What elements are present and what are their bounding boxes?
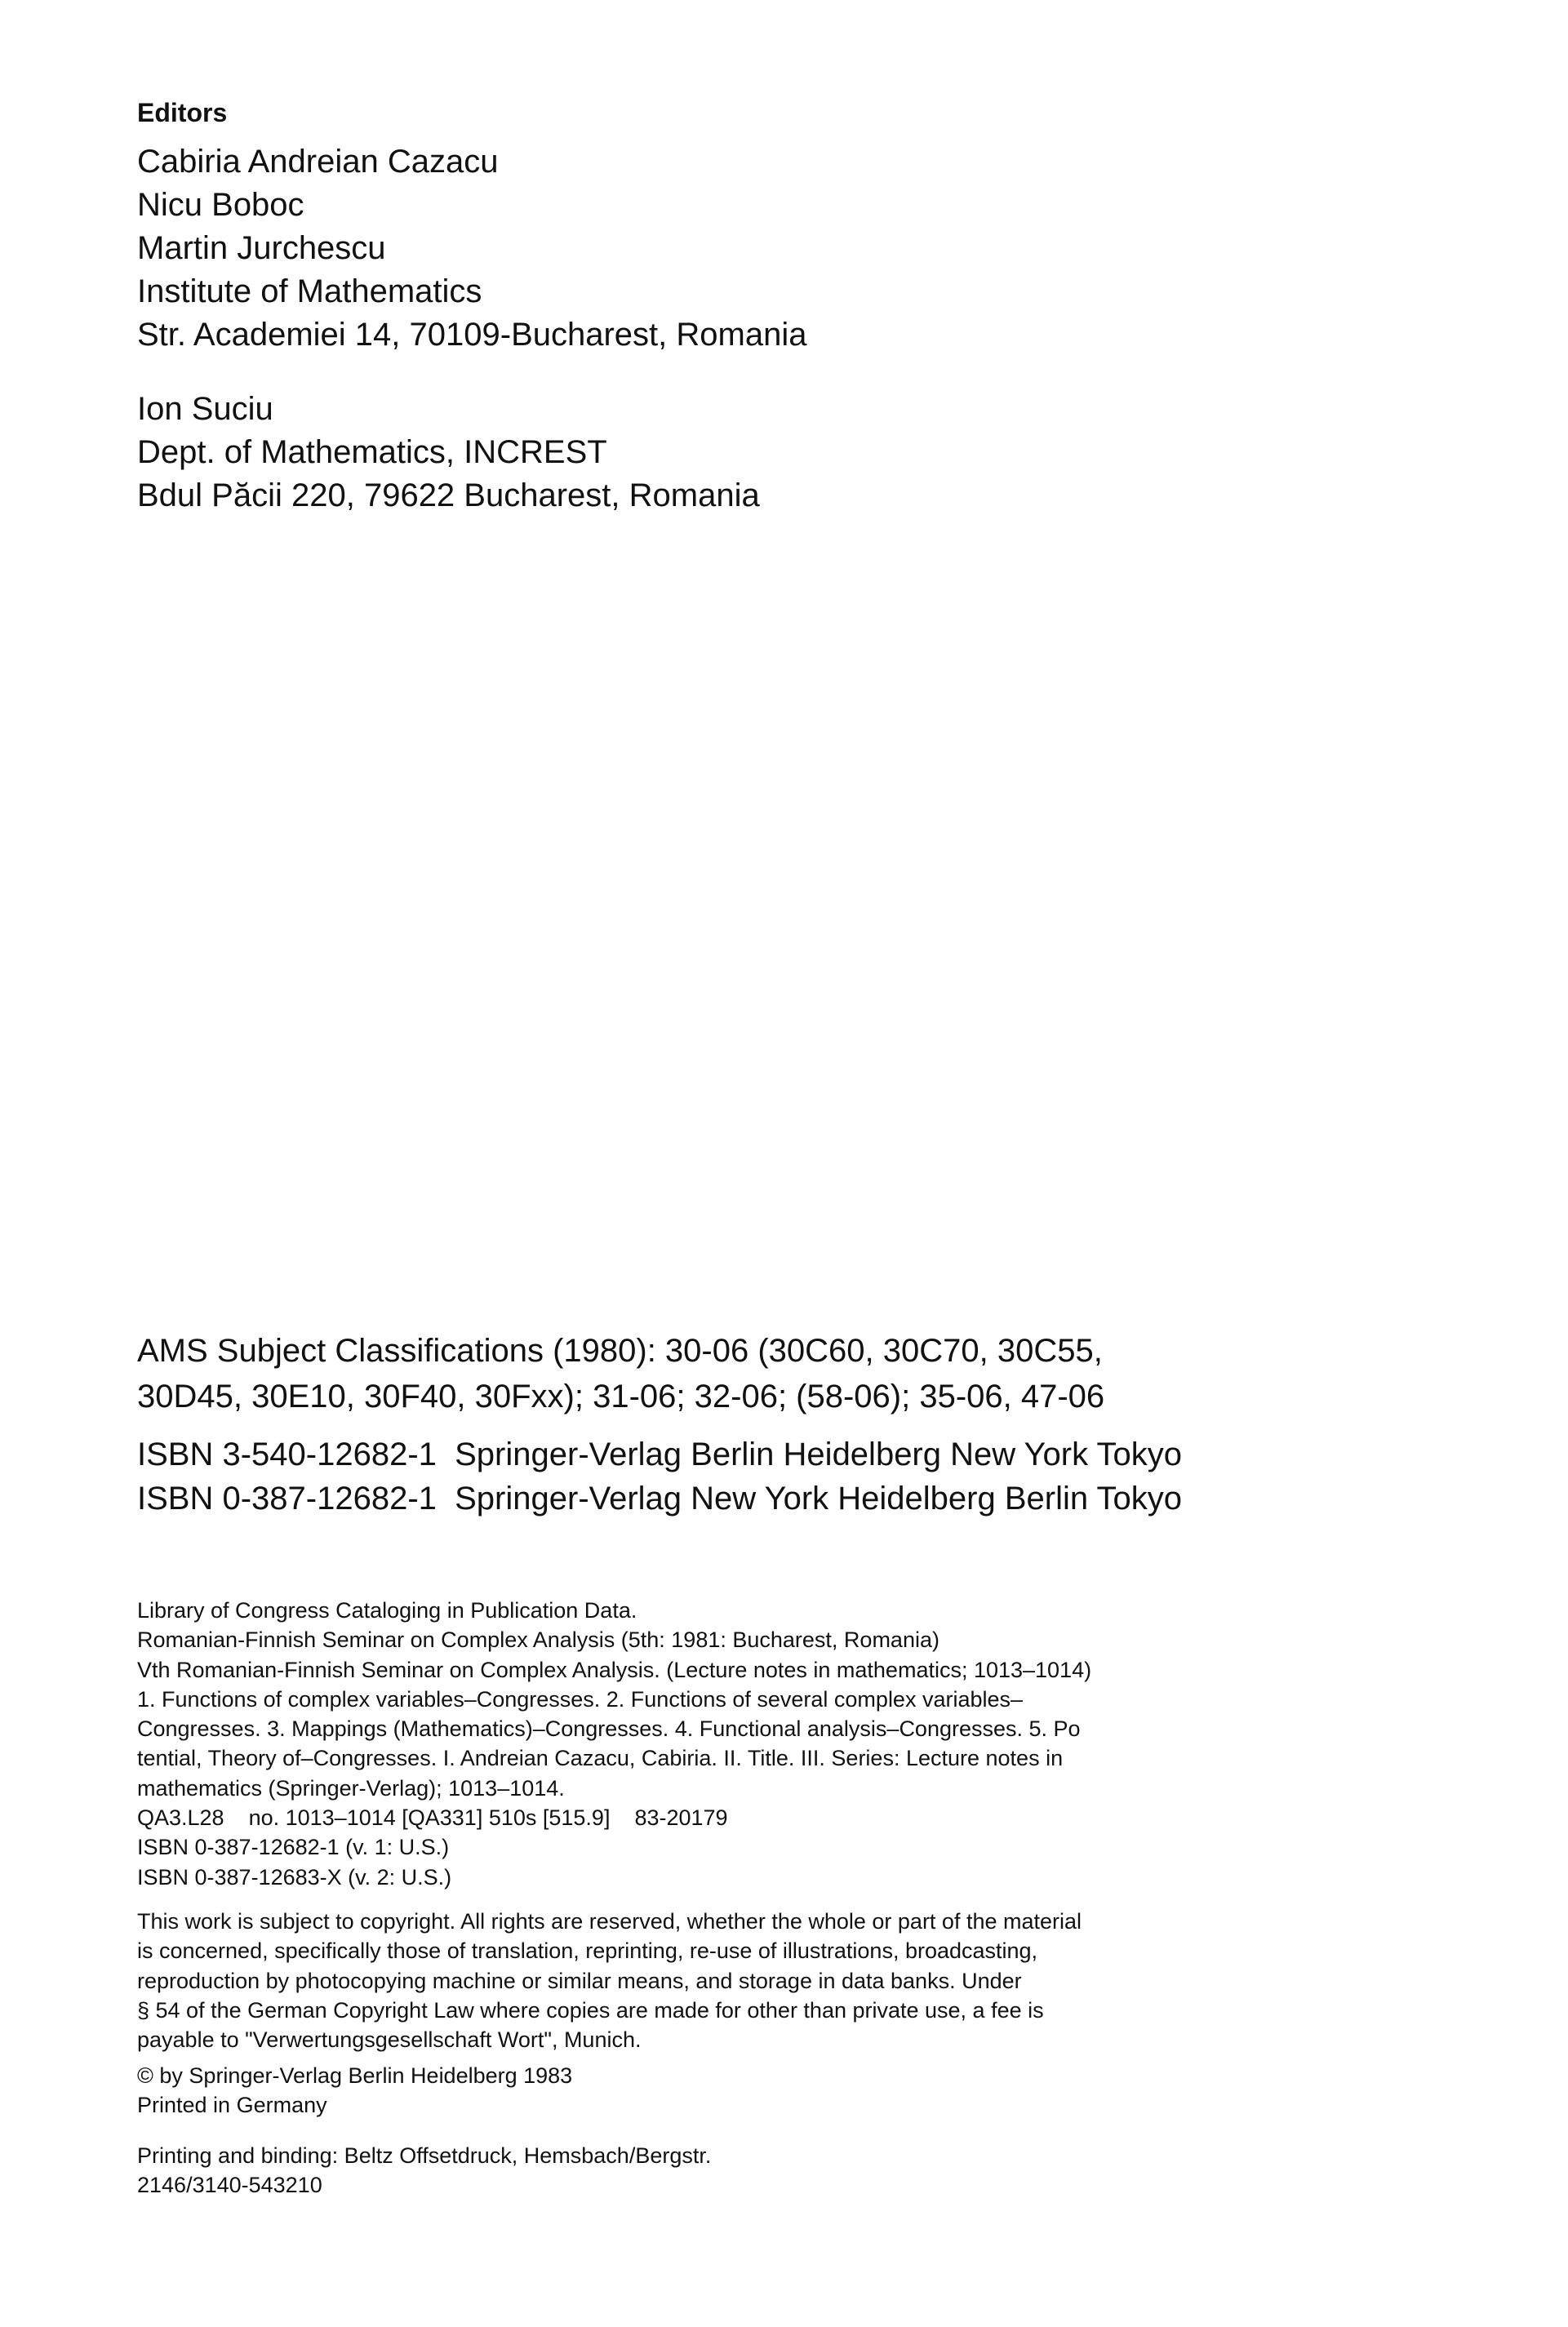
ams-line: 30D45, 30E10, 30F40, 30Fxx); 31-06; 32-06; (58-06); 35-06, 47-06 (137, 1379, 1105, 1414)
suciu-address: Bdul Păcii 220, 79622 Bucharest, Romania (137, 477, 760, 513)
printed-in-germany: Printed in Germany (137, 2093, 327, 2118)
cip-line: Romanian-Finnish Seminar on Complex Analysis (5th: 1981: Bucharest, Romania) (137, 1628, 939, 1653)
editor-name-suciu: Ion Suciu (137, 391, 273, 427)
editor-address: Str. Academiei 14, 70109-Bucharest, Romania (137, 317, 807, 353)
editor-name-andreian-cazacu: Cabiria Andreian Cazacu (137, 144, 499, 180)
suciu-department: Dept. of Mathematics, INCREST (137, 434, 607, 470)
isbn-block (137, 1432, 1182, 1521)
ams-classification-block (137, 1328, 1104, 1419)
editor-name-jurchescu: Martin Jurchescu (137, 230, 386, 266)
second-editor-block (137, 388, 760, 517)
cip-line: tential, Theory of–Congresses. I. Andreian Cazacu, Cabiria. II. Title. III. Series: Lecture notes in (137, 1746, 1064, 1771)
cataloging-data-block (137, 1596, 1091, 1892)
editors-heading: Editors (137, 98, 228, 127)
cip-line: Library of Congress Cataloging in Publication Data. (137, 1598, 637, 1623)
copyright-notice-block (137, 1907, 1082, 2054)
cip-line: Vth Romanian-Finnish Seminar on Complex Analysis. (Lecture notes in mathematics; 1013–1014) (137, 1657, 1092, 1682)
copyright-line: This work is subject to copyright. All rights are reserved, whether the whole or part of the material (137, 1909, 1082, 1934)
copyright-line: § 54 of the German Copyright Law where copies are made for other than private use, a fee is (137, 1997, 1044, 2023)
cip-line: ISBN 0-387-12682-1 (v. 1: U.S.) (137, 1835, 450, 1860)
cip-line: Congresses. 3. Mappings (Mathematics)–Congresses. 4. Functional analysis–Congresses. 5. Po (137, 1716, 1081, 1742)
isbn-line: ISBN 3-540-12682-1 Springer-Verlag Berlin Heidelberg New York Tokyo (137, 1437, 1182, 1472)
copyright-line: reproduction by photocopying machine or similar means, and storage in data banks. Under (137, 1968, 1022, 1993)
copyright-line: is concerned, specifically those of translation, reprinting, re-use of illustrations, broadcasting, (137, 1938, 1038, 1964)
editors-address-block (137, 140, 806, 357)
cip-line: QA3.L28 no. 1013–1014 [QA331] 510s [515.9] 83-20179 (137, 1805, 728, 1831)
ams-line: AMS Subject Classifications (1980): 30-06 (30C60, 30C70, 30C55, (137, 1333, 1103, 1369)
editor-name-boboc: Nicu Boboc (137, 187, 304, 223)
cip-line: ISBN 0-387-12683-X (v. 2: U.S.) (137, 1864, 452, 1890)
isbn-line: ISBN 0-387-12682-1 Springer-Verlag New York Heidelberg Berlin Tokyo (137, 1481, 1182, 1517)
print-code: 2146/3140-543210 (137, 2173, 322, 2198)
cip-line: mathematics (Springer-Verlag); 1013–1014. (137, 1775, 565, 1801)
copyright-line: payable to "Verwertungsgesellschaft Wort", Munich. (137, 2027, 642, 2053)
printed-in-block (137, 2061, 572, 2121)
copyright-holder: © by Springer-Verlag Berlin Heidelberg 1983 (137, 2063, 573, 2088)
printing-binding-block (137, 2141, 711, 2200)
editor-institute: Institute of Mathematics (137, 273, 482, 309)
printing-binding: Printing and binding: Beltz Offsetdruck, Hemsbach/Bergstr. (137, 2143, 712, 2168)
cip-line: 1. Functions of complex variables–Congresses. 2. Functions of several complex variables– (137, 1686, 1024, 1712)
